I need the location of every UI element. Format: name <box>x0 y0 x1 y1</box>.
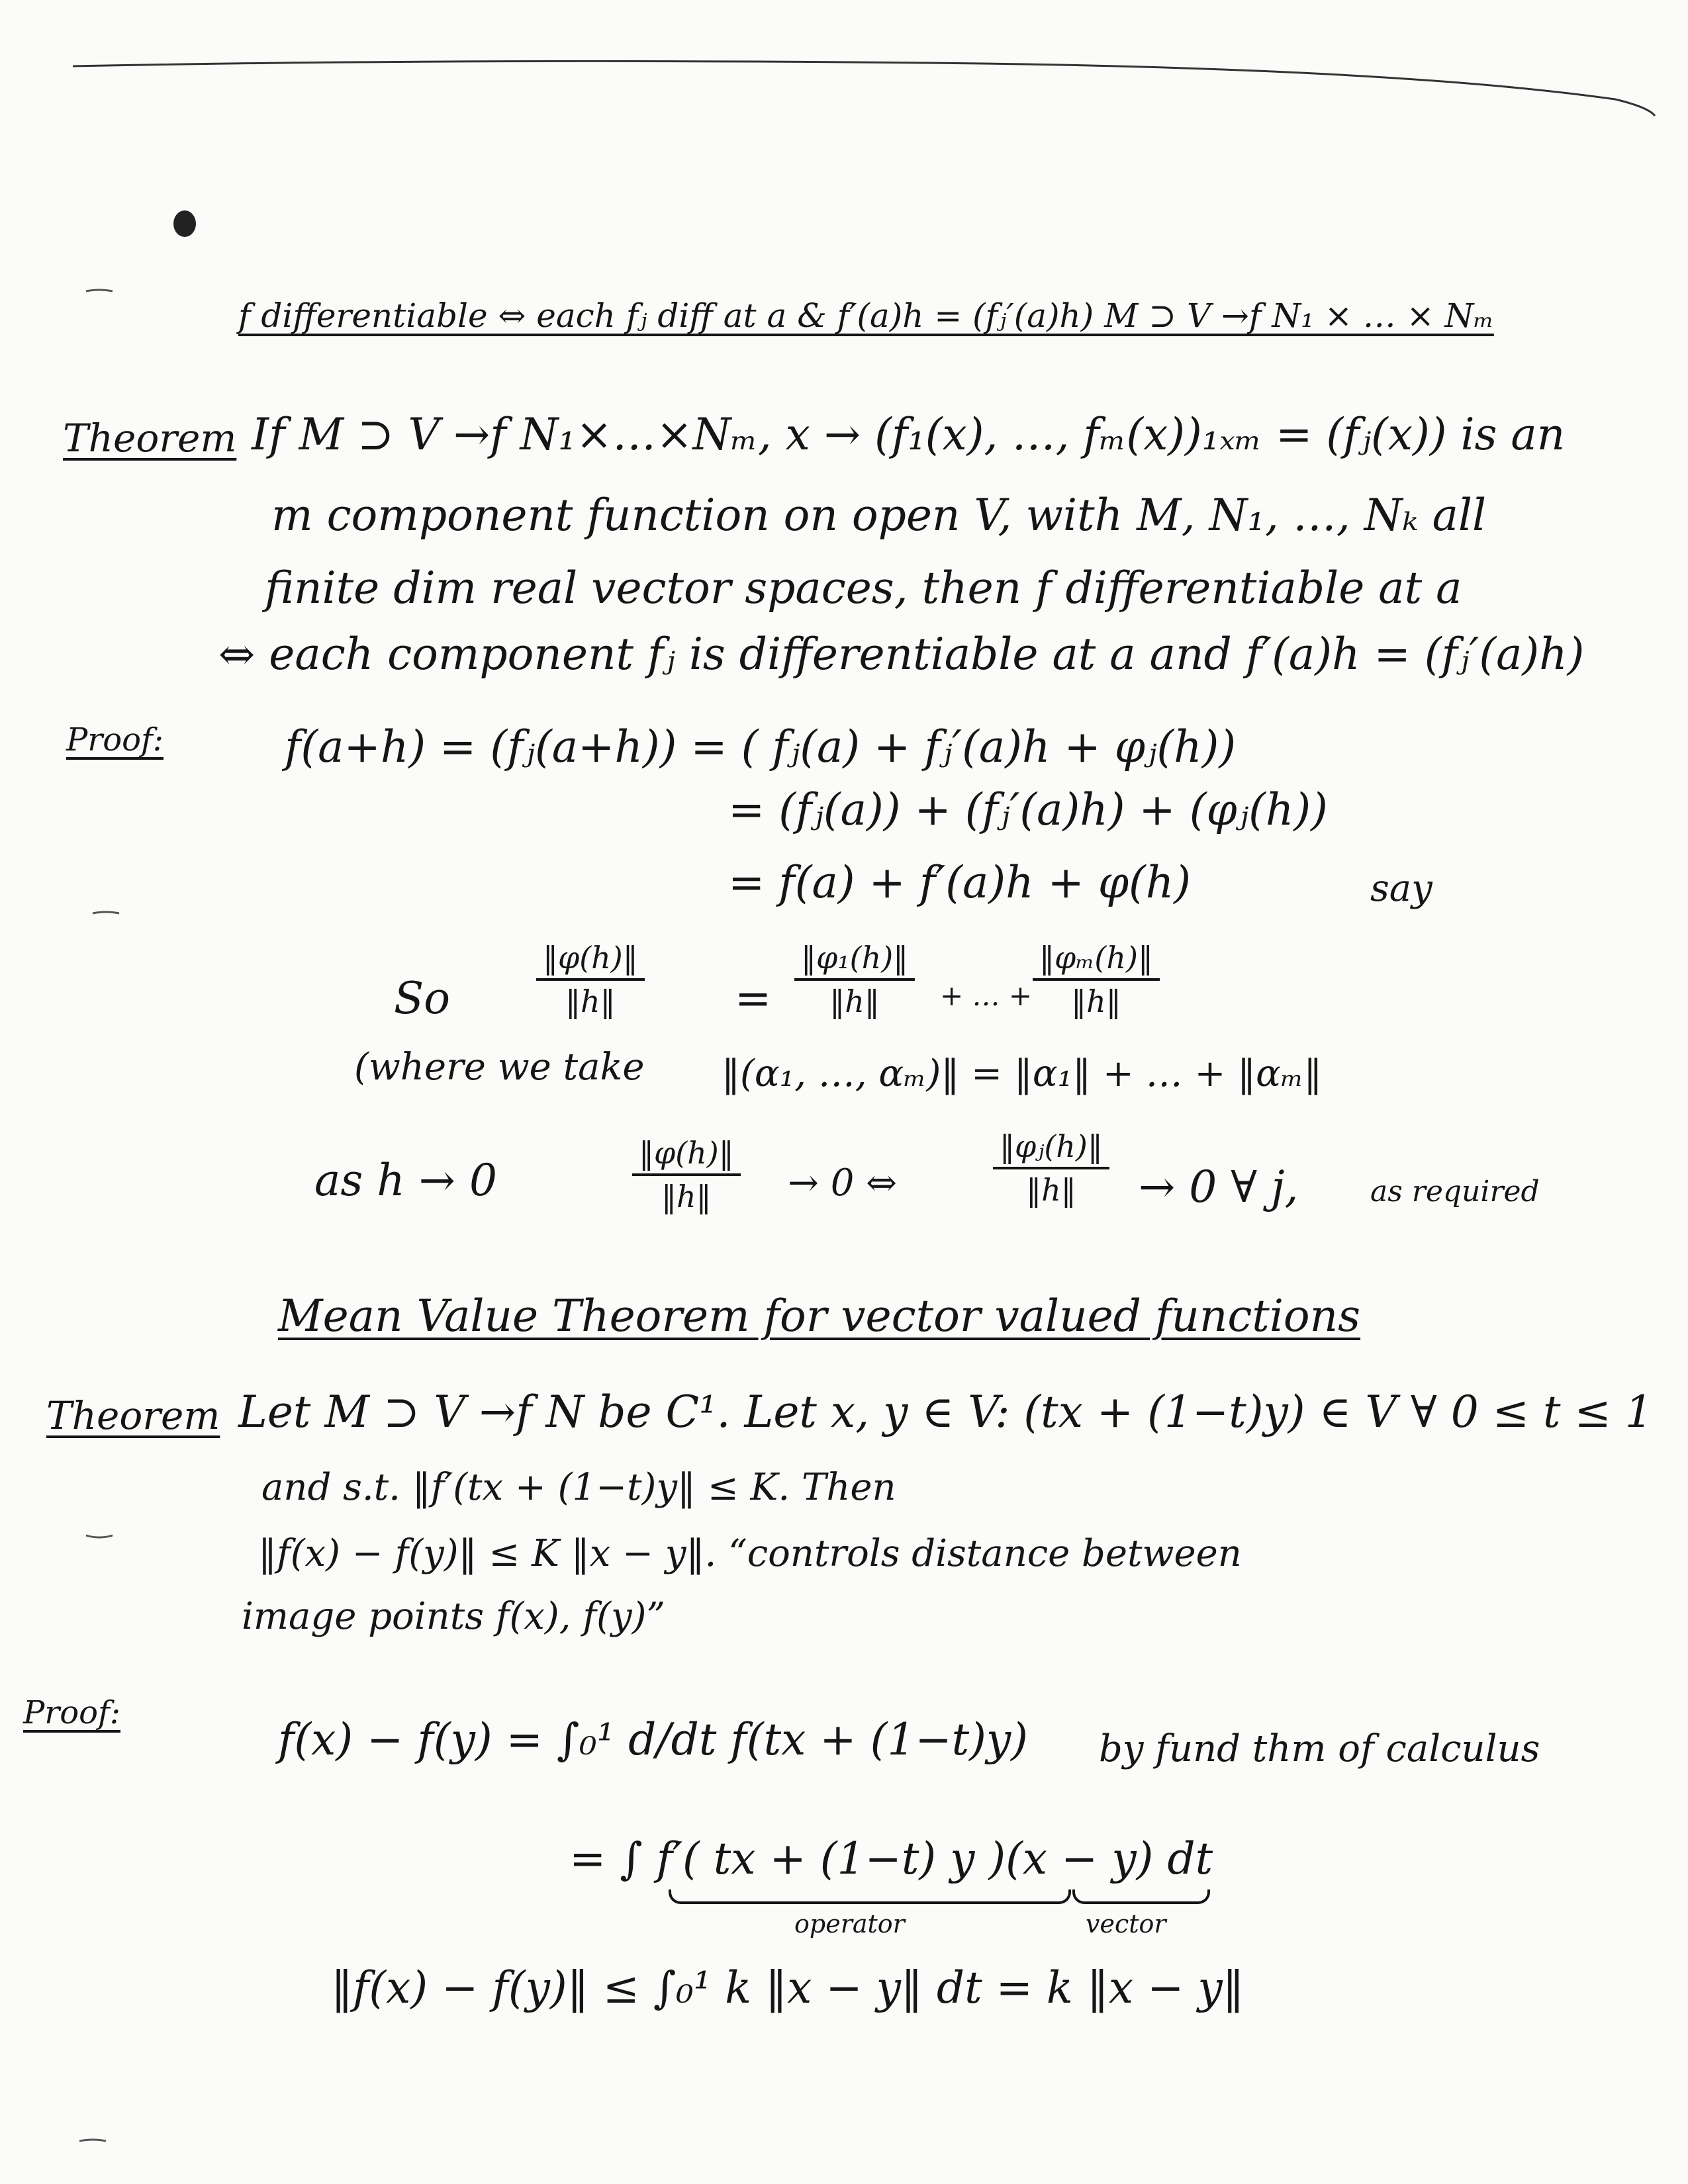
corner-mark <box>173 210 196 237</box>
fraction-phi-h-limit <box>632 1135 741 1214</box>
fraction-phim-h <box>1033 940 1160 1019</box>
proof2-eq3: ‖f(x) − f(y)‖ ≤ ∫₀¹ k ‖x − y‖ dt = k ‖x − y‖ <box>331 1962 1244 2013</box>
theorem1-line3: finite dim real vector spaces, then f differentiable at a <box>265 563 1462 614</box>
proof1-eq1: f(a+h) = (fⱼ(a+h)) = ( fⱼ(a) + fⱼ′(a)h + φⱼ(h)) <box>285 721 1237 772</box>
section-title: Mean Value Theorem for vector valued functions <box>278 1291 1361 1342</box>
header-line: f differentiable ⇔ each fⱼ diff at a & f′(a)h = (fⱼ′(a)h) M ⊃ V →f N₁ × … × Nₘ <box>238 296 1494 335</box>
fraction-phi1-h <box>794 940 915 1019</box>
page-top-rule <box>0 0 1688 132</box>
margin-ticks <box>0 0 132 2184</box>
proof2-eq1: f(x) − f(y) = ∫₀¹ d/dt f(tx + (1−t)y) <box>278 1714 1028 1765</box>
fraction-phi1-h-num: ‖φ₁(h)‖ <box>794 940 915 981</box>
fraction-phim-h-den: ‖h‖ <box>1071 983 1121 1019</box>
proof1-forall: → 0 ∀ j, <box>1139 1161 1299 1212</box>
fraction-phi-h-num: ‖φ(h)‖ <box>536 940 645 981</box>
theorem2-line2: and s.t. ‖f′(tx + (1−t)y‖ ≤ K. Then <box>261 1466 896 1509</box>
fraction-phim-h-num: ‖φₘ(h)‖ <box>1033 940 1160 981</box>
theorem1-line1: If M ⊃ V →f N₁×…×Nₘ, x → (f₁(x), …, fₘ(x))₁ₓₘ = (fⱼ(x)) is an <box>252 409 1566 460</box>
theorem2-label: Theorem <box>46 1393 220 1438</box>
proof1-iff: → 0 ⇔ <box>788 1161 898 1205</box>
fraction-phij-h-limit-num: ‖φⱼ(h)‖ <box>993 1128 1109 1169</box>
proof1-equals: = <box>735 973 772 1024</box>
theorem2-line3: ‖f(x) − f(y)‖ ≤ K ‖x − y‖. “controls distance between <box>258 1532 1242 1575</box>
fraction-phi-h-limit-num: ‖φ(h)‖ <box>632 1135 741 1176</box>
proof1-eq2: = (fⱼ(a)) + (fⱼ′(a)h) + (φⱼ(h)) <box>728 784 1328 835</box>
proof1-so: So <box>394 973 450 1024</box>
proof1-required: as required <box>1370 1175 1540 1208</box>
fraction-phi1-h-den: ‖h‖ <box>829 983 880 1019</box>
fraction-phij-h-limit <box>993 1128 1109 1208</box>
proof1-label: Proof: <box>66 721 164 758</box>
proof2-fund-thm: by fund thm of calculus <box>1099 1727 1540 1770</box>
operator-label: operator <box>794 1909 905 1938</box>
proof1-plus: + … + <box>940 979 1033 1012</box>
fraction-phij-h-limit-den: ‖h‖ <box>1026 1172 1076 1208</box>
vector-label: vector <box>1086 1909 1166 1938</box>
proof1-norm-def: ‖(α₁, …, αₘ)‖ = ‖α₁‖ + … + ‖αₘ‖ <box>722 1052 1323 1095</box>
proof2-eq2: = ∫ f′( tx + (1−t) y )(x − y) dt <box>569 1833 1213 1884</box>
proof1-say: say <box>1370 867 1432 910</box>
theorem2-line1: Let M ⊃ V →f N be C¹. Let x, y ∈ V: (tx + (1−t)y) ∈ V ∀ 0 ≤ t ≤ 1 <box>238 1387 1653 1437</box>
theorem2-line4: image points f(x), f(y)” <box>242 1595 666 1638</box>
proof2-label: Proof: <box>23 1694 120 1731</box>
proof1-where: (where we take <box>354 1046 645 1089</box>
proof1-eq3: = f(a) + f′(a)h + φ(h) <box>728 857 1192 908</box>
operator-underbrace <box>669 1889 1071 1904</box>
fraction-phi-h-den: ‖h‖ <box>565 983 616 1019</box>
proof1-as: as h → 0 <box>314 1155 497 1206</box>
fraction-phi-h <box>536 940 645 1019</box>
fraction-phi-h-limit-den: ‖h‖ <box>661 1179 712 1214</box>
theorem1-line4: ⇔ each component fⱼ is differentiable at a and f′(a)h = (fⱼ′(a)h) <box>218 629 1585 680</box>
theorem1-label: Theorem <box>63 416 237 461</box>
theorem1-line2: m component function on open V, with M, N₁, …, Nₖ all <box>271 490 1487 541</box>
vector-underbrace <box>1072 1889 1210 1904</box>
